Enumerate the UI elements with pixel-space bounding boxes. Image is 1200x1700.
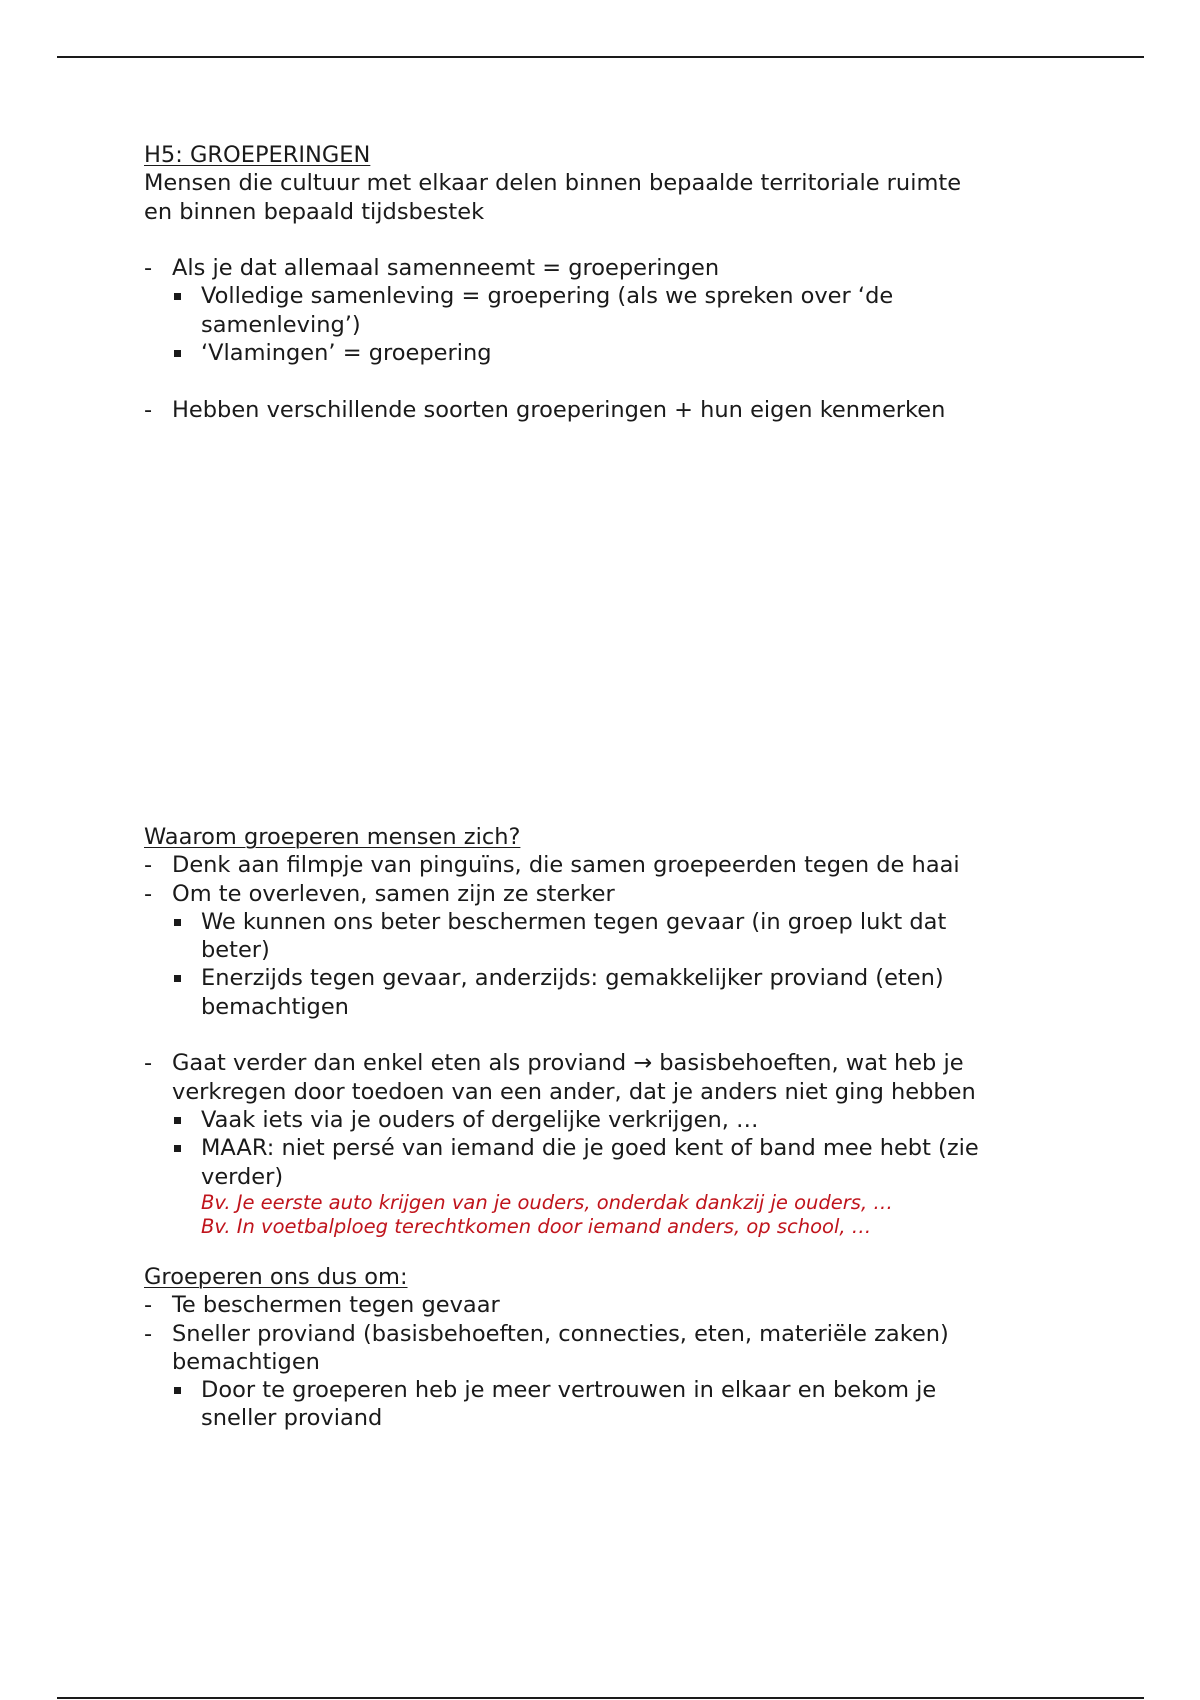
square-bullet-icon — [174, 1145, 181, 1152]
dash-marker: - — [144, 396, 153, 423]
sub-list-item — [144, 1376, 1044, 1433]
list-item-text: verkregen door toedoen van een ander, dat je anders niet ging hebben — [172, 1078, 976, 1105]
square-bullet-icon — [174, 975, 181, 982]
sub-list-item — [144, 1106, 1044, 1134]
square-bullet-icon — [174, 919, 181, 926]
sub-list-item — [144, 908, 1044, 965]
dash-marker: - — [144, 1320, 153, 1347]
list-item-text: Om te overleven, samen zijn ze sterker — [172, 880, 615, 907]
list-item — [144, 851, 1044, 879]
list-item-text: Denk aan filmpje van pinguïns, die samen groepeerden tegen de haai — [172, 852, 960, 879]
list-item — [144, 1291, 1044, 1319]
sub-item-line: verder) — [201, 1163, 284, 1190]
dash-marker: - — [144, 1292, 153, 1319]
example-line: Bv. Je eerste auto krijgen van je ouders, onderdak dankzij je ouders, … — [201, 1190, 893, 1214]
sub-item-line: Door te groeperen heb je meer vertrouwen in elkaar en bekom je — [201, 1377, 937, 1404]
section-groeperen-om — [144, 1263, 1044, 1433]
list-item — [144, 880, 1044, 908]
section-heading: Groeperen ons dus om: — [144, 1264, 408, 1290]
section-waarom — [144, 823, 1044, 1240]
sub-list-item — [144, 964, 1044, 1021]
footer-rule — [57, 1697, 1144, 1699]
dash-marker: - — [144, 880, 153, 907]
sub-item-line: Volledige samenleving = groepering (als we spreken over ‘de — [201, 283, 894, 310]
header-rule — [57, 56, 1144, 58]
list-item — [144, 1320, 1044, 1377]
list-item-text: Hebben verschillende soorten groeperingen + hun eigen kenmerken — [172, 396, 946, 423]
sub-item-line: bemachtigen — [201, 993, 349, 1020]
sub-item-line: samenleving’) — [201, 311, 361, 338]
intro-line: en binnen bepaald tijdsbestek — [144, 198, 485, 225]
square-bullet-icon — [174, 1117, 181, 1124]
list-item — [144, 254, 1044, 282]
list-item-text: Gaat verder dan enkel eten als proviand → basisbehoeften, wat heb je — [172, 1050, 964, 1077]
example-line: Bv. In voetbalploeg terechtkomen door iemand anders, op school, … — [201, 1215, 872, 1239]
sub-item-line: sneller proviand — [201, 1405, 383, 1432]
dash-marker: - — [144, 1050, 153, 1077]
sub-list-item — [144, 282, 1044, 339]
sub-item-line: beter) — [201, 937, 270, 964]
dash-marker: - — [144, 852, 153, 879]
section-heading: H5: GROEPERINGEN — [144, 142, 371, 168]
list-item-text: Als je dat allemaal samenneemt = groeperingen — [172, 255, 720, 282]
list-item-text: Te beschermen tegen gevaar — [172, 1292, 500, 1319]
sub-list-item — [144, 339, 1044, 367]
list-item — [144, 1049, 1044, 1106]
sub-item-line: MAAR: niet persé van iemand die je goed kent of band mee hebt (zie — [201, 1135, 979, 1162]
section-heading: Waarom groeperen mensen zich? — [144, 824, 521, 850]
sub-item-line: Vaak iets via je ouders of dergelijke verkrijgen, … — [201, 1106, 759, 1133]
square-bullet-icon — [174, 293, 181, 300]
sub-item-line: We kunnen ons beter beschermen tegen gevaar (in groep lukt dat — [201, 908, 947, 935]
square-bullet-icon — [174, 350, 181, 357]
intro-line: Mensen die cultuur met elkaar delen binnen bepaalde territoriale ruimte — [144, 170, 962, 197]
square-bullet-icon — [174, 1387, 181, 1394]
section-groeperingen — [144, 141, 1044, 424]
list-item — [144, 396, 1044, 424]
sub-list-item — [144, 1134, 1044, 1191]
sub-item-line: ‘Vlamingen’ = groepering — [201, 340, 492, 367]
dash-marker: - — [144, 255, 153, 282]
sub-item-line: Enerzijds tegen gevaar, anderzijds: gemakkelijker proviand (eten) — [201, 965, 944, 992]
list-item-text: bemachtigen — [172, 1348, 320, 1375]
list-item-text: Sneller proviand (basisbehoeften, connecties, eten, materiële zaken) — [172, 1320, 949, 1347]
